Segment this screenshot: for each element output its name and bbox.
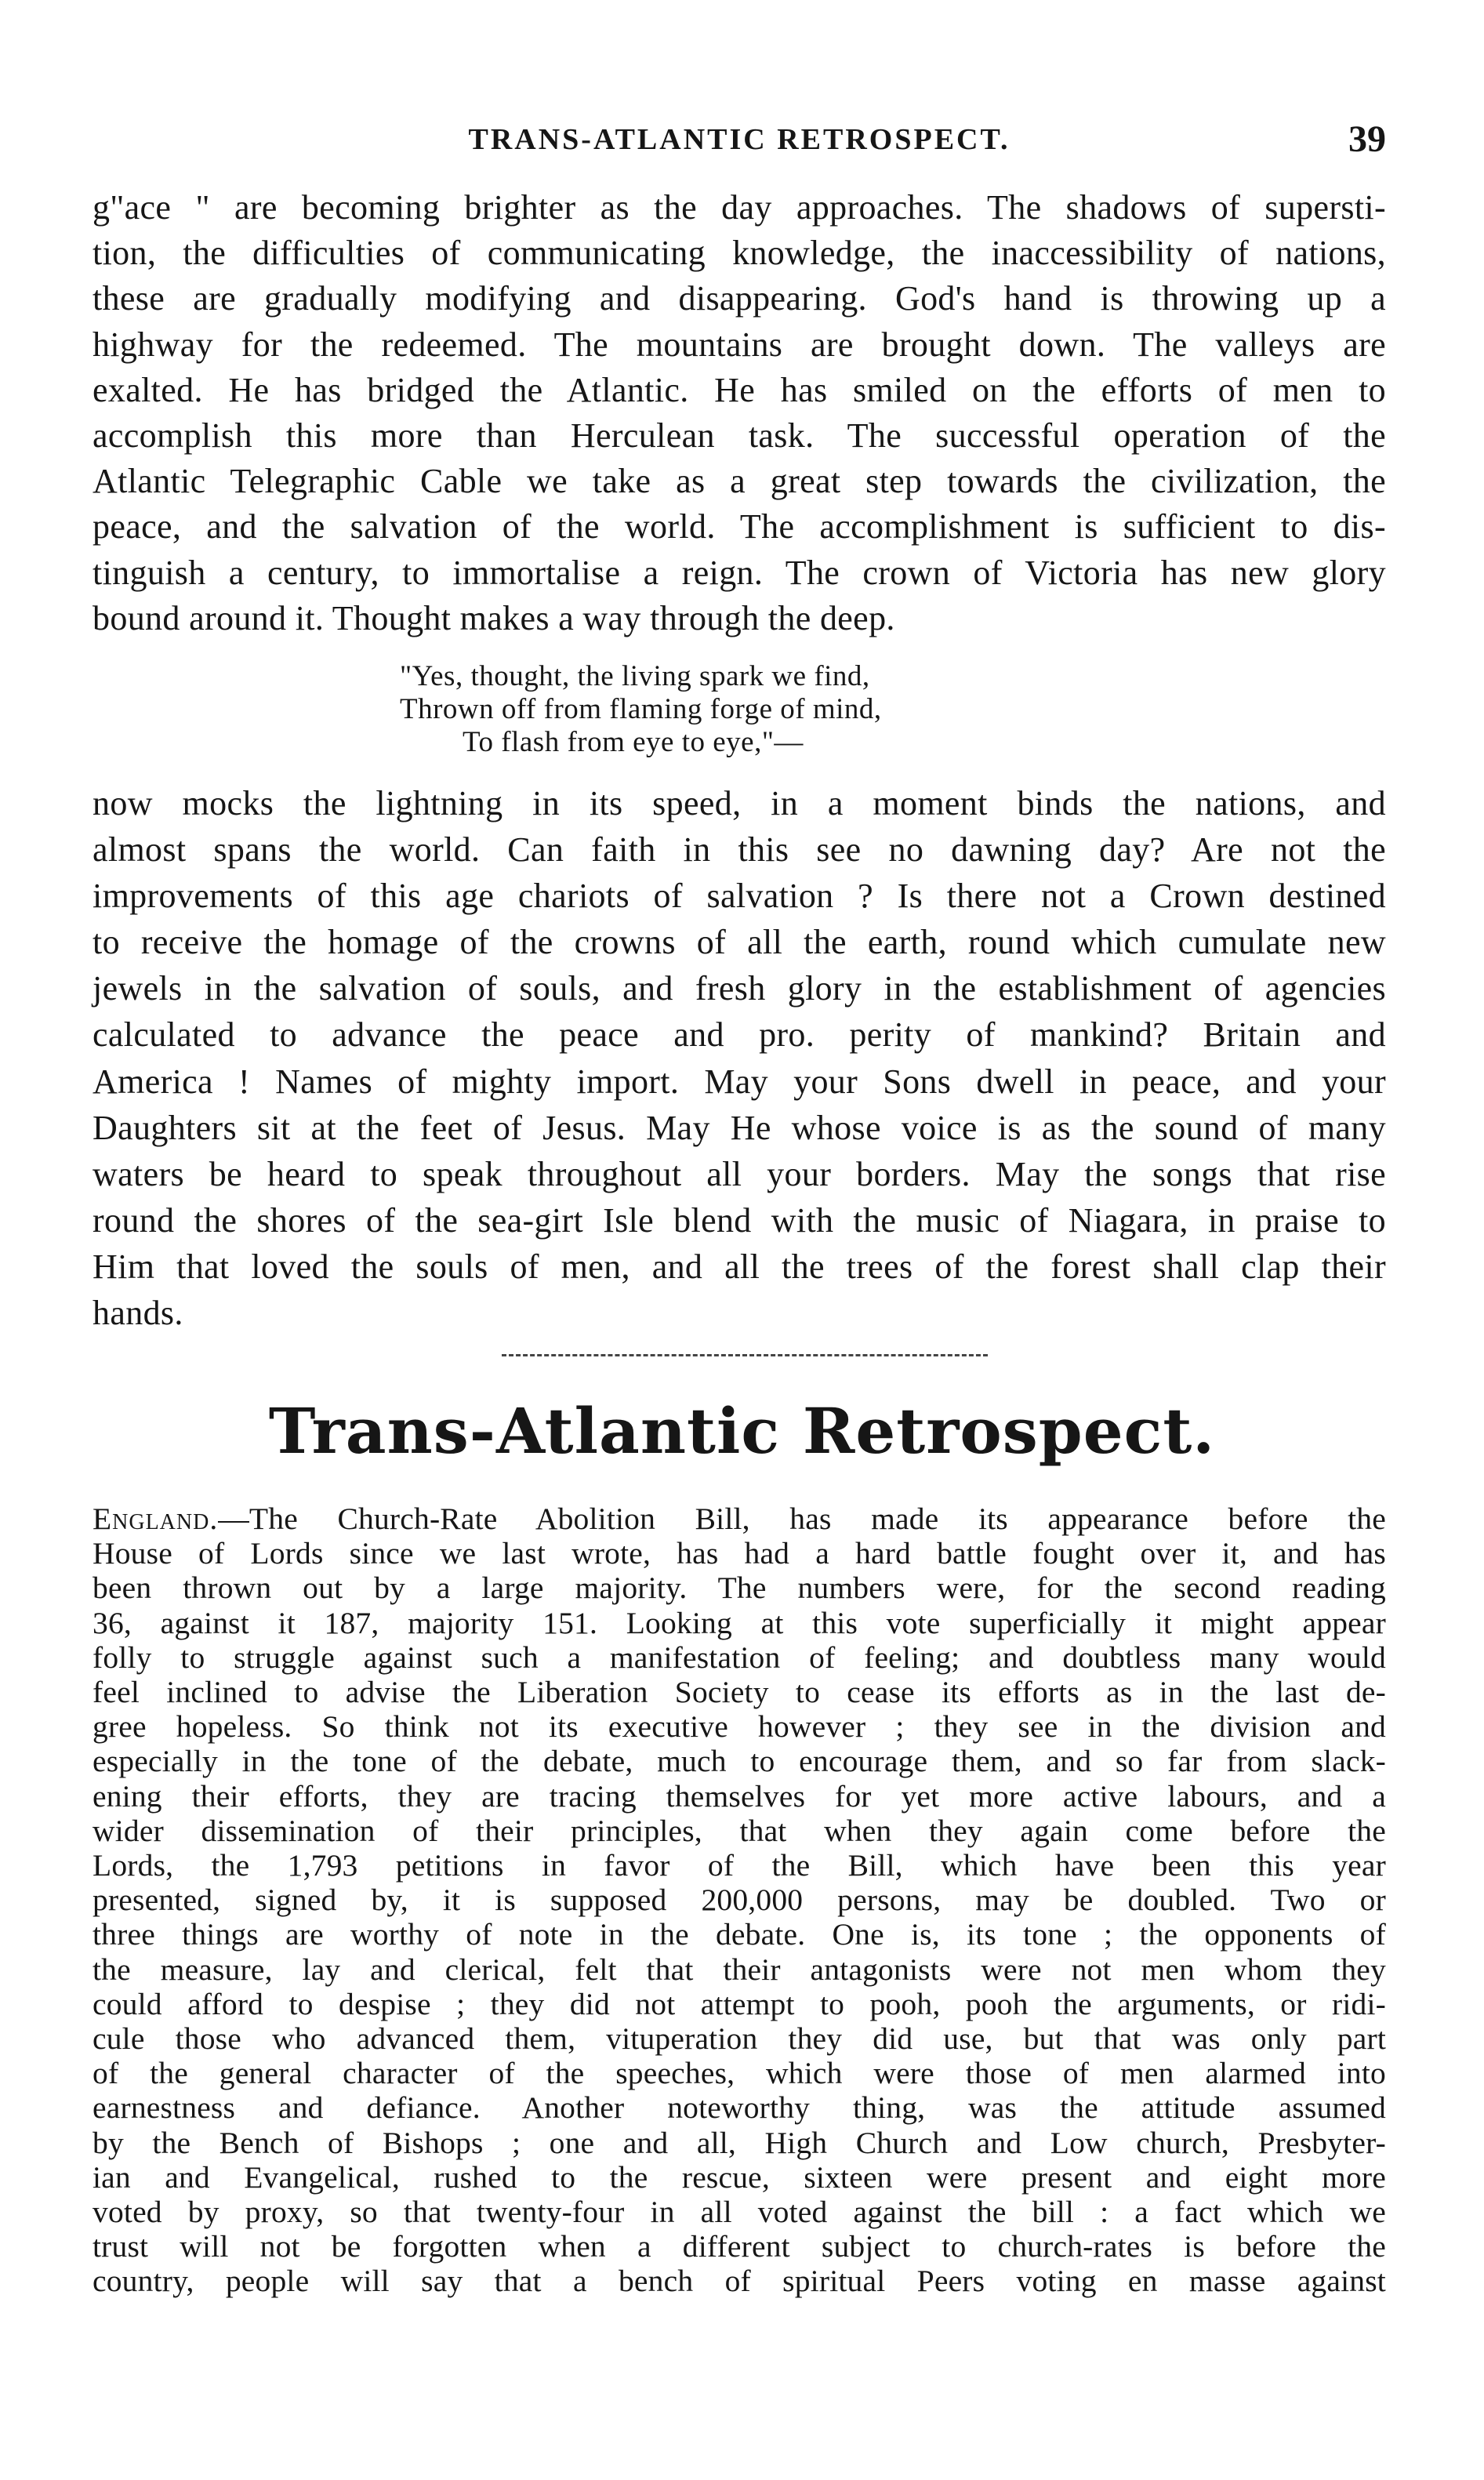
paragraph-3 <box>93 1501 1386 2299</box>
text-line: 36, against it 187, majority 151. Looking at this vote superficially it might appear <box>93 1605 1386 1640</box>
text-line: bound around it. Thought makes a way through the deep. <box>93 598 895 637</box>
verse-quotation <box>400 660 1105 759</box>
text-line: Lords, the 1,793 petitions in favor of the Bill, which have been this year <box>93 1848 1386 1883</box>
text-line: cule those who advanced them, vituperation they did use, but that was only part <box>93 2021 1386 2057</box>
text-line: g"ace " are becoming brighter as the day approaches. The shadows of supersti- <box>93 188 1386 227</box>
text-line: of the general character of the speeches, which were those of men alarmed into <box>93 2056 1386 2091</box>
text-line: accomplish this more than Herculean task. The successful operation of the <box>93 416 1386 456</box>
text-line: especially in the tone of the debate, much to encourage them, and so far from slack- <box>93 1744 1386 1779</box>
text-line: tinguish a century, to immortalise a reign. The crown of Victoria has new glory <box>93 553 1386 592</box>
text-line: earnestness and defiance. Another noteworthy thing, was the attitude assumed <box>93 2090 1386 2126</box>
verse-line: "Yes, thought, the living spark we find, <box>400 660 870 692</box>
paragraph-1 <box>93 185 1386 641</box>
text-line: feel inclined to advise the Liberation Society to cease its efforts as in the last de- <box>93 1675 1386 1710</box>
text-line: round the shores of the sea-girt Isle blend with the music of Niagara, in praise to <box>93 1200 1386 1240</box>
text-line-rest: —The Church-Rate Abolition Bill, has made its appearance before the <box>218 1501 1386 1536</box>
text-line: by the Bench of Bishops ; one and all, High Church and Low church, Presbyter- <box>93 2125 1386 2160</box>
page-number: 39 <box>1348 118 1386 160</box>
text-line: to receive the homage of the crowns of all the earth, round which cumulate new <box>93 923 1386 962</box>
text-line: waters be heard to speak throughout all your borders. May the songs that rise <box>93 1154 1386 1193</box>
text-line: improvements of this age chariots of salvation ? Is there not a Crown destined <box>93 877 1386 916</box>
text-line: country, people will say that a bench of spiritual Peers voting en masse against <box>93 2264 1386 2299</box>
page-header <box>93 118 1386 168</box>
verse-line: To flash from eye to eye,"— <box>463 726 804 758</box>
section-lead: England. <box>93 1501 219 1536</box>
text-line: Atlantic Telegraphic Cable we take as a great step towards the civilization, the <box>93 462 1386 501</box>
text-line: been thrown out by a large majority. The numbers were, for the second reading <box>93 1570 1386 1606</box>
text-line: ening their efforts, they are tracing themselves for yet more active labours, and a <box>93 1778 1386 1814</box>
verse-line: Thrown off from flaming forge of mind, <box>400 693 882 725</box>
text-line: wider dissemination of their principles, that when they again come before the <box>93 1813 1386 1848</box>
text-line: could afford to despise ; they did not attempt to pooh, pooh the arguments, or ridi- <box>93 1986 1386 2021</box>
text-line: peace, and the salvation of the world. The accomplishment is sufficient to dis- <box>93 507 1386 546</box>
text-line: three things are worthy of note in the debate. One is, its tone ; the opponents of <box>93 1917 1386 1952</box>
text-line: voted by proxy, so that twenty-four in all voted against the bill : a fact which we <box>93 2195 1386 2230</box>
text-line <box>93 1501 1386 1536</box>
text-line: exalted. He has bridged the Atlantic. He has smiled on the efforts of men to <box>93 370 1386 409</box>
text-line: presented, signed by, it is supposed 200,000 persons, may be doubled. Two or <box>93 1883 1386 1918</box>
text-line: now mocks the lightning in its speed, in a moment binds the nations, and <box>93 784 1386 822</box>
text-line: folly to struggle against such a manifestation of feeling; and doubtless many would <box>93 1639 1386 1675</box>
text-line: trust will not be forgotten when a different subject to church-rates is before the <box>93 2229 1386 2264</box>
text-line: calculated to advance the peace and pro. perity of mankind? Britain and <box>93 1015 1386 1055</box>
text-line: the measure, lay and clerical, felt that their antagonists were not men whom they <box>93 1952 1386 1987</box>
text-line: America ! Names of mighty import. May your Sons dwell in peace, and your <box>93 1062 1386 1101</box>
text-line: Daughters sit at the feet of Jesus. May He whose voice is as the sound of many <box>93 1108 1386 1147</box>
text-line: tion, the difficulties of communicating knowledge, the inaccessibility of nations, <box>93 234 1386 273</box>
section-title: Trans-Atlantic Retrospect. <box>268 1394 1216 1468</box>
text-line: almost spans the world. Can faith in this see no dawning day? Are not the <box>93 830 1386 870</box>
text-line: jewels in the salvation of souls, and fresh glory in the establishment of agencies <box>93 969 1386 1008</box>
section-divider <box>502 1354 988 1356</box>
text-line: House of Lords since we last wrote, has had a hard battle fought over it, and has <box>93 1536 1386 1571</box>
text-line: hands. <box>93 1294 183 1333</box>
running-head: TRANS-ATLANTIC RETROSPECT. <box>468 123 1010 156</box>
text-line: Him that loved the souls of men, and all the trees of the forest shall clap their <box>93 1247 1386 1286</box>
text-line: gree hopeless. So think not its executive however ; they see in the division and <box>93 1709 1386 1745</box>
text-line: these are gradually modifying and disappearing. God's hand is throwing up a <box>93 279 1386 318</box>
paragraph-2 <box>93 780 1386 1336</box>
text-line: ian and Evangelical, rushed to the rescue, sixteen were present and eight more <box>93 2159 1386 2195</box>
text-line: highway for the redeemed. The mountains are brought down. The valleys are <box>93 325 1386 364</box>
